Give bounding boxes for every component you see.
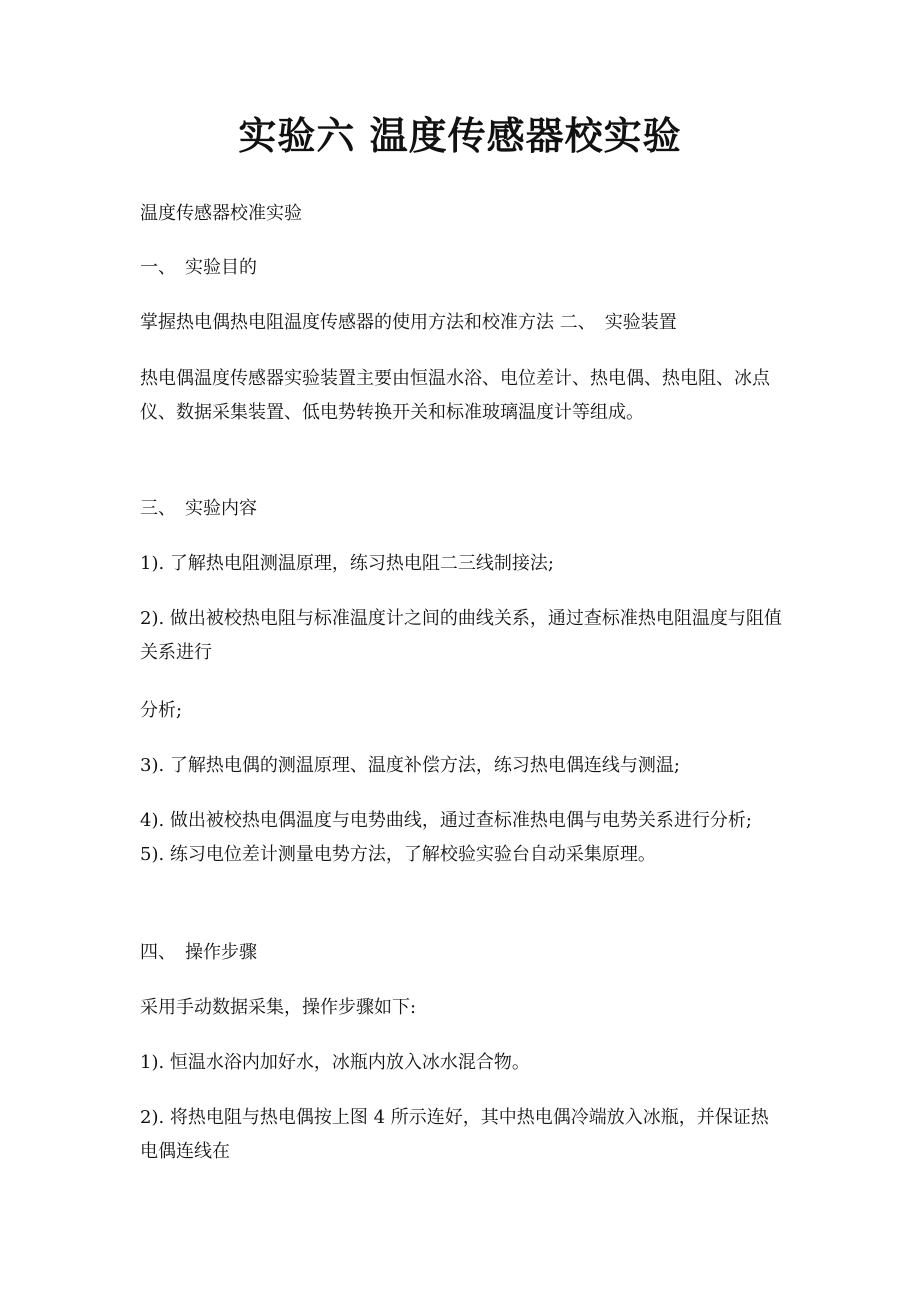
list-item-content-1: 1). 了解热电阻测温原理，练习热电阻二三线制接法; xyxy=(140,553,554,574)
list-item-step-1: 1). 恒温水浴内加好水，冰瓶内放入冰水混合物。 xyxy=(140,1052,530,1073)
list-item-content-2: 2). 做出被校热电阻与标准温度计之间的曲线关系，通过查标准热电阻温度与阻值关系进行 xyxy=(140,608,782,663)
list-item-content-3: 3). 了解热电偶的测温原理、温度补偿方法，练习热电偶连线与测温; xyxy=(140,755,680,776)
list-item-content-2-cont: 分析; xyxy=(140,700,183,721)
heading-section-3: 三、 实验内容 xyxy=(140,498,257,519)
heading-section-1: 一、 实验目的 xyxy=(140,257,257,278)
paragraph-steps-intro: 采用手动数据采集，操作步骤如下: xyxy=(140,997,417,1018)
paragraph-subtitle: 温度传感器校准实验 xyxy=(140,203,302,224)
list-item-content-4-5: 4). 做出被校热电偶温度与电势曲线，通过查标准热电偶与电势关系进行分析; 5). 练习电位差计测量电势方法，了解校验实验台自动采集原理。 xyxy=(140,810,770,865)
document-title: 实验六 温度传感器校实验 xyxy=(238,113,682,158)
heading-section-4: 四、 操作步骤 xyxy=(140,942,257,963)
paragraph-purpose: 掌握热电偶热电阻温度传感器的使用方法和校准方法 二、 实验装置 xyxy=(140,312,677,333)
paragraph-apparatus: 热电偶温度传感器实验装置主要由恒温水浴、电位差计、热电偶、热电阻、冰点仪、数据采集装置、低电势转换开关和标准玻璃温度计等组成。 xyxy=(140,368,770,423)
list-item-step-2: 2). 将热电阻与热电偶按上图 4 所示连好，其中热电偶冷端放入冰瓶，并保证热电偶连线在 xyxy=(140,1107,769,1162)
